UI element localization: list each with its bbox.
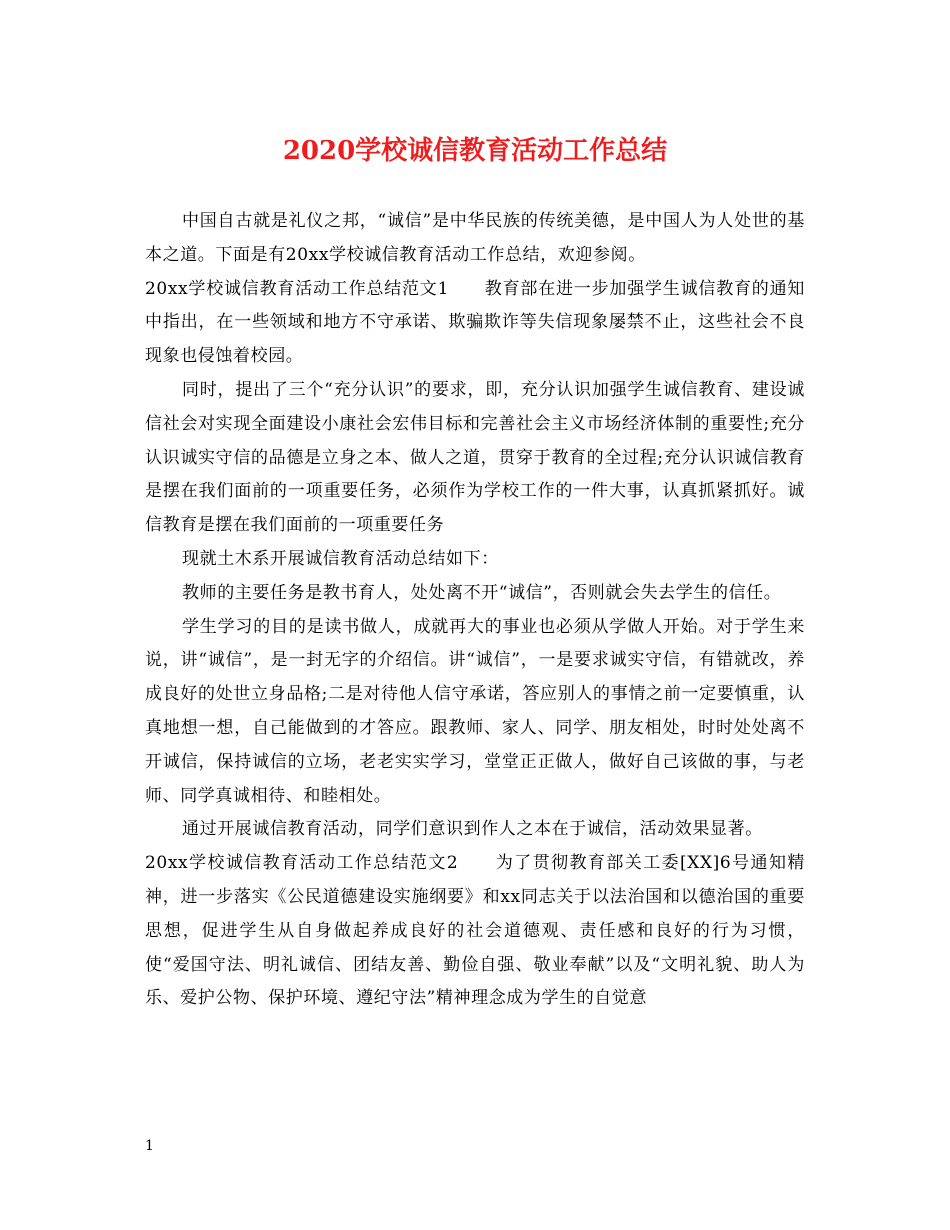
document-title: 2020学校诚信教育活动工作总结 [282, 136, 668, 166]
paragraph-three-requirements: 同时，提出了三个“充分认识”的要求，即，充分认识加强学生诚信教育、建设诚信社会对实现全面建设小康社会宏伟目标和完善社会主义市场经济体制的重要性;充分认识诚实守信的品德是立身之本、做人之道，贯穿于教育的全过程;充分认识诚信教育是摆在我们面前的一项重要任务，必须作为学校工作的一件大事，认真抓紧抓好。诚信教育是摆在我们面前的一项重要任务 [145, 379, 805, 536]
page-number: 1 [145, 1138, 154, 1154]
paragraph-teachers: 教师的主要任务是教书育人，处处离不开“诚信”，否则就会失去学生的信任。 [182, 582, 782, 603]
document-body [145, 205, 805, 1016]
paragraph-results: 通过开展诚信教育活动，同学们意识到作人之本在于诚信，活动效果显著。 [182, 819, 763, 840]
paragraph-sample-2-start: 20xx学校诚信教育活动工作总结范文2 为了贯彻教育部关工委[XX]6号通知精神，进一步落实《公民道德建设实施纲要》和xx同志关于以法治国和以德治国的重要思想，促进学生从自身做起养成良好的社会道德观、责任感和良好的行为习惯，使“爱国守法、明礼诚信、团结友善、勤俭自强、敬业奉献”以及“文明礼貌、助人为乐、爱护公物、保护环境、遵纪守法”精神理念成为学生的自觉意 [145, 853, 805, 1009]
paragraph-sample-1-start: 20xx学校诚信教育活动工作总结范文1 教育部在进一步加强学生诚信教育的通知中指出，在一些领域和地方不守承诺、欺骗欺诈等失信现象屡禁不止，这些社会不良现象也侵蚀着校园。 [145, 278, 805, 367]
paragraph-intro: 中国自古就是礼仪之邦，“诚信”是中华民族的传统美德，是中国人为人处世的基本之道。下面是有20xx学校诚信教育活动工作总结，欢迎参阅。 [145, 211, 805, 265]
paragraph-students: 学生学习的目的是读书做人，成就再大的事业也必须从学做人开始。对于学生来说，讲“诚信”，是一封无字的介绍信。讲“诚信”，一是要求诚实守信，有错就改，养成良好的处世立身品格;二是对待他人信守承诺，答应别人的事情之前一定要慎重，认真地想一想，自己能做到的才答应。跟教师、家人、同学、朋友相处，时时处处离不开诚信，保持诚信的立场，老老实实学习，堂堂正正做人，做好自己该做的事，与老师、同学真诚相待、和睦相处。 [145, 616, 805, 806]
paragraph-summary-intro: 现就土木系开展诚信教育活动总结如下： [182, 548, 499, 569]
